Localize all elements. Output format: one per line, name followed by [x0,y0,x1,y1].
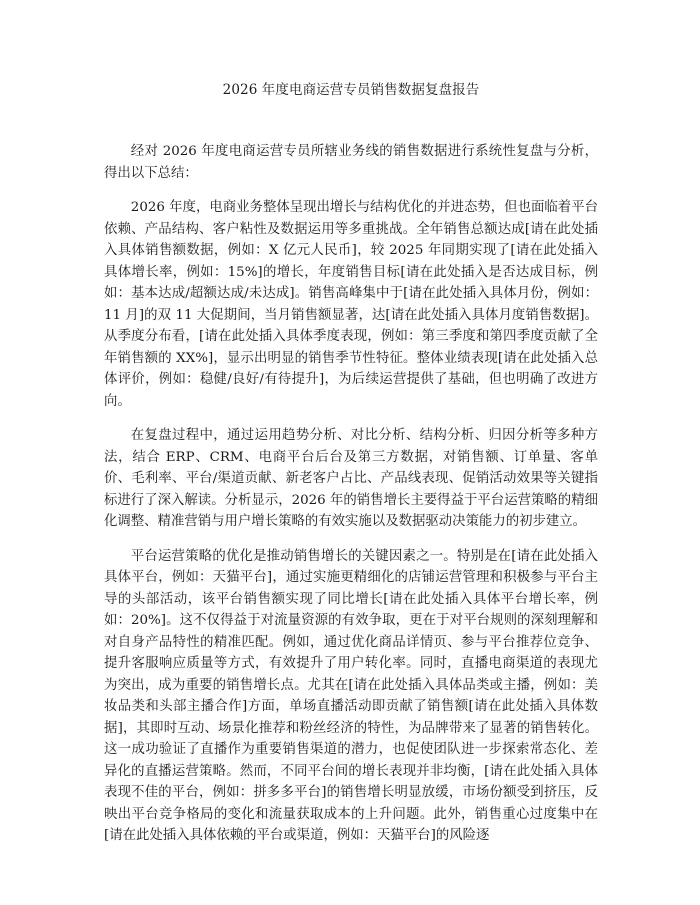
paragraph-platform-strategy: 平台运营策略的优化是推动销售增长的关键因素之一。特别是在[请在此处插入具体平台，例如：天猫平台]，通过实施更精细化的店铺运营管理和积极参与平台主导的头部活动，该平台销售额实现了同比增长[请在此处插入具体平台增长率，例如：20%]。这不仅得益于对流量资源的有效争取，更在于对平台规则的深刻理解和对自身产品特性的精准匹配。例如，通过优化商品详情页、参与平台推荐位竞争、提升客服响应质量等方式，有效提升了用户转化率。同时，直播电商渠道的表现尤为突出，成为重要的销售增长点。尤其在[请在此处插入具体品类或主播，例如：美妆品类和头部主播合作]方面，单场直播活动即贡献了销售额[请在此处插入具体数据]，其即时互动、场景化推荐和粉丝经济的特性，为品牌带来了显著的销售转化。这一成功验证了直播作为重要销售渠道的潜力，也促使团队进一步探索常态化、差异化的直播运营策略。然而，不同平台间的增长表现并非均衡，[请在此处插入具体表现不佳的平台，例如：拼多多平台]的销售增长明显放缓，市场份额受到挤压，反映出平台竞争格局的变化和流量获取成本的上升问题。此外，销售重心过度集中在[请在此处插入具体依赖的平台或渠道，例如：天猫平台]的风险逐 [104,548,598,843]
document-body [104,141,598,860]
document-title: 2026 年度电商运营专员销售数据复盘报告 [222,82,480,98]
paragraph-methods: 在复盘过程中，通过运用趋势分析、对比分析、结构分析、归因分析等多种方法，结合 ERP、CRM、电商平台后台及第三方数据，对销售额、订单量、客单价、毛利率、平台/渠道贡献、新老客户占比、产品线表现、促销活动效果等关键指标进行了深入解读。分析显示，2026 年的销售增长主要得益于平台运营策略的精细化调整、精准营销与用户增长策略的有效实施以及数据驱动决策能力的初步建立。 [104,428,598,529]
paragraph-overview: 2026 年度，电商业务整体呈现出增长与结构优化的并进态势，但也面临着平台依赖、产品结构、客户粘性及数据运用等多重挑战。全年销售总额达成[请在此处插入具体销售额数据，例如：X 亿元人民币]，较 2025 年同期实现了[请在此处插入具体增长率，例如：15%]的增长，年度销售目标[请在此处插入是否达成目标，例如：基本达成/超额达成/未达成]。销售高峰集中于[请在此处插入具体月份，例如：11 月]的双 11 大促期间，当月销售额显著，达[请在此处插入具体月度销售数据]。从季度分布看，[请在此处插入具体季度表现，例如：第三季度和第四季度贡献了全年销售额的 XX%]，显示出明显的销售季节性特征。整体业绩表现[请在此处插入总体评价，例如：稳健/良好/有待提升]，为后续运营提供了基础，但也明确了改进方向。 [104,200,598,409]
paragraph-intro: 经对 2026 年度电商运营专员所辖业务线的销售数据进行系统性复盘与分析，得出以下总结： [104,144,598,181]
